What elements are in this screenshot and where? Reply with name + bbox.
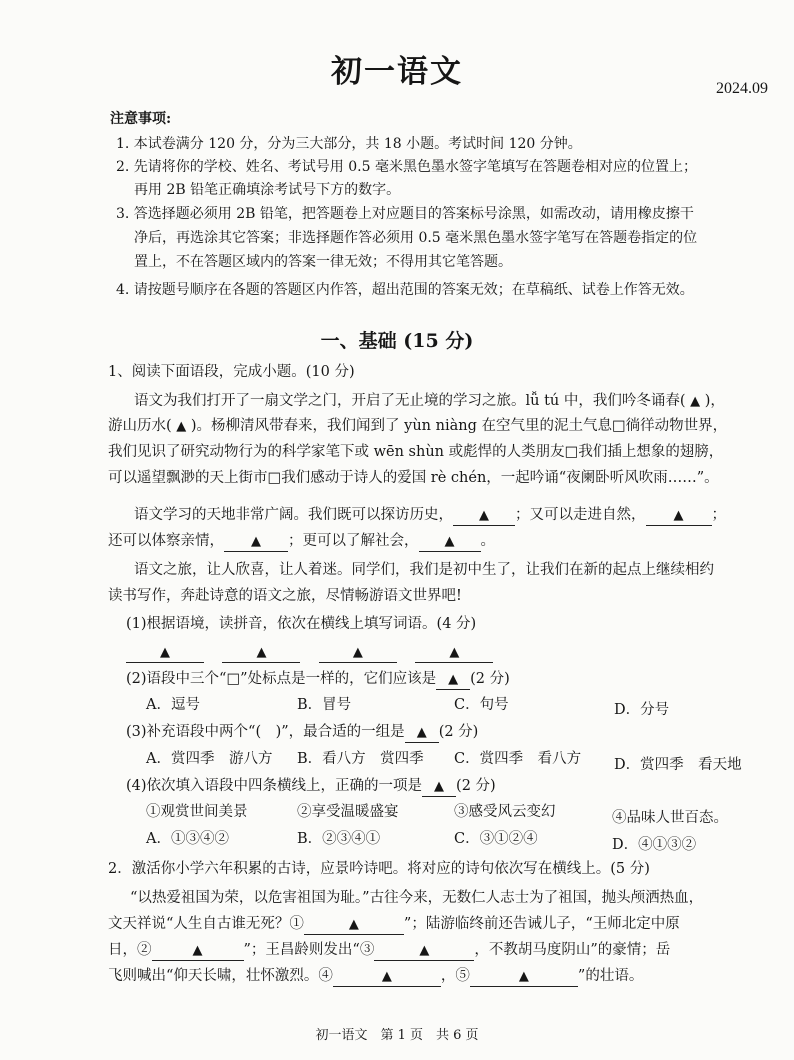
option: D．④①③② — [612, 837, 697, 853]
option: D．分号 — [614, 702, 670, 718]
choice-item: ③感受风云变幻 — [454, 804, 556, 820]
page-footer: 初一语文 第 1 页 共 6 页 — [315, 1028, 479, 1043]
blank-line: ▲ — [224, 532, 288, 552]
choice-item: ②享受温暖盛宴 — [297, 804, 399, 820]
passage-line: 语文为我们打开了一扇文学之门，开启了无止境的学习之旅。lǚ tú 中，我们吟冬诵春( ▲ )， — [134, 393, 725, 409]
note-item: 置上，不在答题区域内的答案一律无效；不得用其它笔答题。 — [134, 254, 512, 270]
passage-line: 语文之旅，让人欣喜，让人着迷。同学们，我们是初中生了，让我们在新的起点上继续相约 — [134, 562, 714, 578]
question-2-stem: 2．激活你小学六年积累的古诗，应景吟诗吧。将对应的诗句依次写在横线上。(5 分) — [108, 861, 650, 877]
notes-heading: 注意事项: — [110, 111, 172, 127]
question-1-stem: 1、阅读下面语段，完成小题。(10 分) — [108, 364, 355, 380]
poem-line: 日，② ▲ ”；王昌龄则发出“③ ▲ ，不教胡马度阴山”的豪情；岳 — [108, 938, 670, 962]
note-item: 1. 本试卷满分 120 分，分为三大部分，共 18 小题。考试时间 120 分钟。 — [116, 136, 582, 152]
blank-line: ▲ — [415, 643, 493, 663]
blank-line: ▲ — [222, 643, 300, 663]
passage-line: 读书写作，奔赴诗意的语文之旅，尽情畅游语文世界吧! — [108, 588, 462, 604]
note-item: 3. 答选择题必须用 2B 铅笔，把答题卷上对应题目的答案标号涂黑，如需改动，请用橡皮擦干 — [116, 206, 694, 222]
note-item: 净后，再选涂其它答案；非选择题作答必须用 0.5 毫米黑色墨水签字笔写在答题卷指定的位 — [134, 230, 698, 246]
page-title: 初一语文 — [331, 54, 463, 90]
blank-line: ▲ — [152, 941, 244, 961]
option: B．②③④① — [297, 831, 381, 847]
option: B．冒号 — [297, 697, 352, 713]
blank-line: ▲ — [470, 967, 578, 987]
passage-line: 语文学习的天地非常广阔。我们既可以探访历史， ▲ ；又可以走进自然， ▲ ； — [134, 503, 726, 527]
answer-mark: ▲ — [690, 394, 701, 409]
note-item: 再用 2B 铅笔正确填涂考试号下方的数字。 — [134, 182, 401, 198]
subquestion-4: (4)依次填入语段中四条横线上，正确的一项是 ▲ (2 分) — [126, 774, 496, 798]
poem-line: 飞则喊出“仰天长啸，壮怀激烈。④ ▲ ，⑤ ▲ ”的壮语。 — [108, 964, 643, 988]
passage-line: 我们见识了研究动物行为的科学家笔下或 wēn shùn 或彪悍的人类朋友□我们插上想象的翅膀， — [108, 444, 724, 460]
section-heading: 一、基础 (15 分) — [320, 330, 474, 352]
blank-line: ▲ — [422, 777, 456, 797]
blank-line: ▲ — [419, 532, 481, 552]
blank-line: ▲ — [304, 915, 404, 935]
option: A．逗号 — [146, 697, 200, 713]
blank-line: ▲ — [405, 723, 439, 743]
blank-line: ▲ — [374, 941, 474, 961]
blank-line: ▲ — [436, 670, 470, 690]
blank-line: ▲ — [646, 506, 712, 526]
choice-item: ①观赏世间美景 — [146, 804, 248, 820]
note-item: 2. 先请将你的学校、姓名、考试号用 0.5 毫米黑色墨水签字笔填写在答题卷相对应的位置上； — [116, 159, 697, 175]
blank-line: ▲ — [453, 506, 515, 526]
poem-line: “以热爱祖国为荣，以危害祖国为耻。”古往今来，无数仁人志士为了祖国，抛头颅洒热血， — [130, 890, 704, 906]
option: D．赏四季 看天地 — [614, 757, 742, 773]
blank-line: ▲ — [333, 967, 441, 987]
option: A．赏四季 游八方 — [146, 751, 273, 767]
exam-date: 2024.09 — [716, 80, 768, 97]
option: C．③①②④ — [454, 831, 538, 847]
passage-line: 可以遥望飘渺的天上街市□我们感动于诗人的爱国 rè chén，一起吟诵“夜阑卧听风吹雨……”。 — [108, 470, 719, 486]
answer-mark: ▲ — [176, 419, 187, 434]
poem-line: 文天祥说“人生自古谁无死？① ▲ ”；陆游临终前还告诫儿子，“王师北定中原 — [108, 912, 680, 936]
subquestion-3: (3)补充语段中两个“( )”，最合适的一组是 ▲ (2 分) — [126, 720, 478, 744]
option: A．①③④② — [146, 831, 229, 847]
choice-item: ④品味人世百态。 — [612, 810, 728, 826]
option: C．赏四季 看八方 — [454, 751, 582, 767]
passage-line: 还可以体察亲情， ▲ ；更可以了解社会， ▲ 。 — [108, 529, 495, 553]
option: B．看八方 赏四季 — [297, 751, 424, 767]
option: C．句号 — [454, 697, 509, 713]
pinyin-blanks — [126, 640, 493, 664]
passage-line: 游山历水( ▲ )。杨柳清风带春来，我们闻到了 yùn niàng 在空气里的泥土气息□徜徉动物世界， — [108, 418, 728, 434]
subquestion-2: (2)语段中三个“□”处标点是一样的，它们应该是 ▲ (2 分) — [126, 667, 510, 691]
subquestion-1: (1)根据语境，读拼音，依次在横线上填写词语。(4 分) — [126, 616, 477, 632]
blank-line: ▲ — [126, 643, 204, 663]
note-item: 4. 请按题号顺序在各题的答题区内作答，超出范围的答案无效；在草稿纸、试卷上作答无效。 — [116, 282, 694, 298]
blank-line: ▲ — [319, 643, 397, 663]
